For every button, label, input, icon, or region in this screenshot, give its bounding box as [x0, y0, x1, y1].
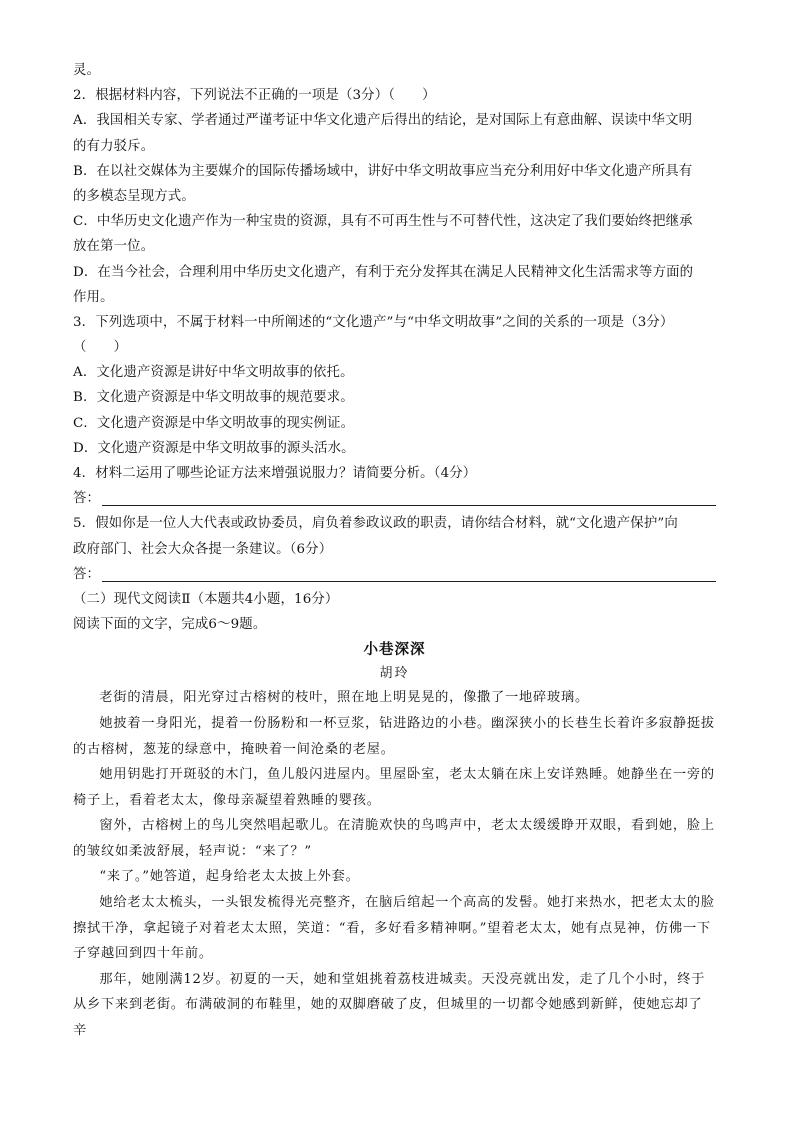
story-paragraph: 她披着一身阳光，提着一份肠粉和一杯豆浆，钻进路边的小巷。幽深狭小的长巷生长着许多寂静挺拔的古榕树，葱茏的绿意中，掩映着一间沧桑的老屋。: [73, 715, 715, 757]
question-2-stem: 2．根据材料内容，下列说法不正确的一项是（3分）（ ）: [73, 88, 436, 104]
story-paragraph: 老街的清晨，阳光穿过古榕树的枝叶，照在地上明晃晃的，像撒了一地碎玻璃。: [99, 690, 589, 706]
story-author: 胡玲: [379, 666, 410, 682]
answer-label: 答：: [73, 491, 101, 507]
prev-text-tail: 灵。: [73, 63, 101, 78]
question-3-option-a: A．文化遗产资源是讲好中华文明故事的依托。: [73, 365, 354, 381]
question-3: [73, 310, 716, 461]
question-5-stem-line1: 5．假如你是一位人大代表或政协委员，肩负着参政议政的职责，请你结合材料，就“文化遗产保护”向: [73, 516, 678, 532]
section-heading: （二）现代文阅读Ⅱ（本题共4小题，16分）: [73, 591, 339, 607]
option-a-line2: 的有力驳斥。: [73, 138, 155, 154]
question-3-option-c: C．文化遗产资源是中华文明故事的现实例证。: [73, 415, 355, 431]
answer-row-4: [73, 486, 716, 511]
story-title: 小巷深深: [363, 641, 426, 659]
answer-line[interactable]: [102, 489, 716, 506]
question-3-stem-line2: （ ）: [73, 340, 128, 356]
question-3-option-d: D．文化遗产资源是中华文明故事的源头活水。: [73, 440, 355, 456]
answer-row-5: [73, 562, 716, 587]
question-2: [73, 83, 716, 310]
question-5: [73, 511, 716, 587]
option-c-line1: C．中华历史文化遗产作为一种宝贵的资源，具有不可再生性与不可替代性，这决定了我们要始终把继承: [73, 214, 693, 230]
answer-line[interactable]: [102, 565, 716, 582]
story-paragraph: 那年，她刚满12岁。初夏的一天，她和堂姐挑着荔枝进城卖。天没亮就出发，走了几个小时，终于从乡下来到老街。布满破洞的布鞋里，她的双脚磨破了皮，但城里的一切都令她感到新鲜，使她忘却了辛: [73, 971, 706, 1039]
question-4-stem: 4．材料二运用了哪些论证方法来增强说服力？请简要分析。（4分）: [73, 466, 477, 481]
question-3-option-b: B．文化遗产资源是中华文明故事的规范要求。: [73, 390, 354, 406]
option-c-line2: 放在第一位。: [73, 239, 155, 255]
option-b-line2: 的多模态呈现方式。: [73, 188, 195, 204]
option-d-line1: D．在当今社会，合理利用中华历史文化遗产，有利于充分发挥其在满足人民精神文化生活需求等方面的: [73, 264, 694, 280]
question-4: [73, 461, 716, 511]
story-paragraph: 她给老太太梳头，一头银发梳得光亮整齐，在脑后绾起一个高高的发髻。她打来热水，把老太太的脸擦拭干净，拿起镜子对着老太太照，笑道：“看，多好看多精神啊。”望着老太太，她有点晃神，仿佛一下子穿越回到四十年前。: [73, 895, 715, 962]
answer-label: 答：: [73, 566, 101, 582]
section-instruction: 阅读下面的文字，完成6～9题。: [73, 617, 267, 633]
question-3-stem-line1: 3．下列选项中，不属于材料一中所阐述的“文化遗产”与“中华文明故事”之间的关系的一项是（3分）: [73, 314, 674, 330]
exam-page: [73, 58, 716, 1044]
option-b-line1: B．在以社交媒体为主要媒介的国际传播场域中，讲好中华文明故事应当充分利用好中华文化遗产所具有: [73, 163, 693, 179]
question-5-stem-line2: 政府部门、社会大众各提一条建议。（6分）: [73, 541, 333, 557]
story-paragraph: 她用钥匙打开斑驳的木门，鱼儿般闪进屋内。里屋卧室，老太太躺在床上安详熟睡。她静坐在一旁的椅子上，看着老太太，像母亲凝望着熟睡的婴孩。: [73, 767, 715, 808]
story-body: [73, 685, 716, 1043]
story-paragraph: 窗外，古榕树上的鸟儿突然唱起歌儿。在清脆欢快的鸟鸣声中，老太太缓缓睁开双眼，看到她，脸上的皱纹如柔波舒展，轻声说：“来了？”: [73, 818, 715, 859]
option-d-line2: 作用。: [73, 289, 114, 305]
option-a-line1: A．我国相关专家、学者通过严谨考证中华文化遗产后得出的结论，是对国际上有意曲解、误读中华文明: [73, 113, 693, 129]
story-paragraph: “来了。”她答道，起身给老太太披上外套。: [99, 869, 360, 885]
